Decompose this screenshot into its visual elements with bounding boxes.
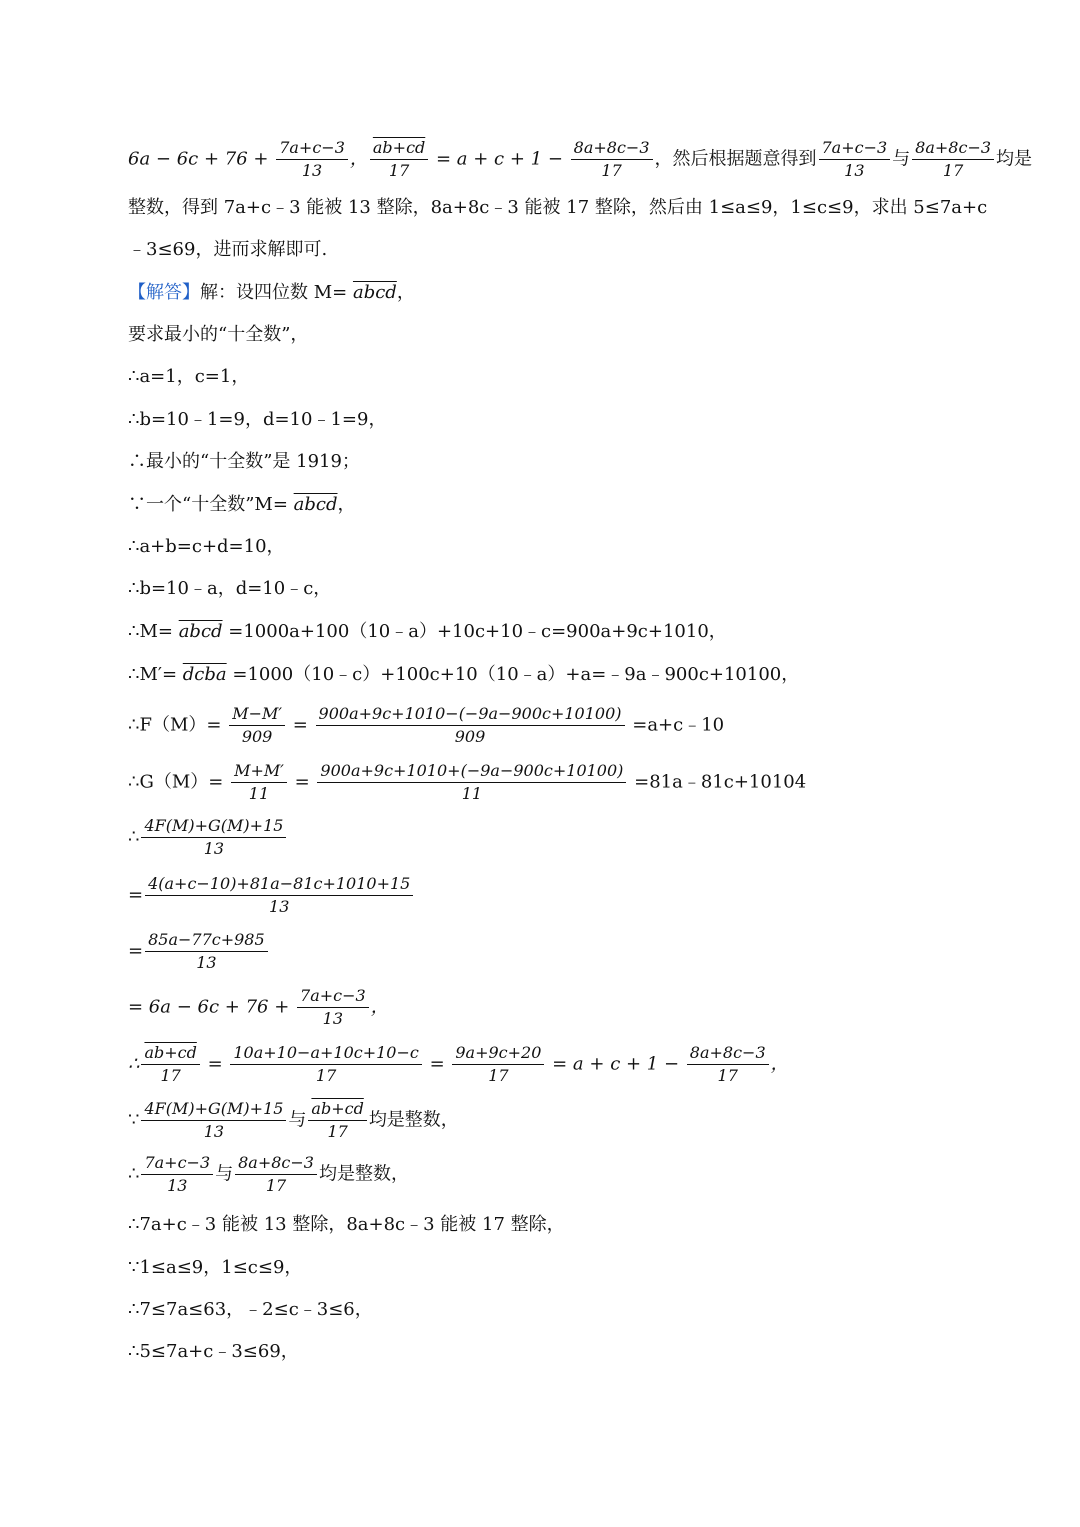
step-20: ∵1≤a≤9，1≤c≤9， — [128, 1257, 303, 1278]
fraction: $\frac{4F(M)+G(M)+15}{13}$ — [141, 1099, 286, 1142]
step-14: = $\frac{85a-77c+985}{13}$ — [128, 930, 270, 973]
fraction: $\frac{9a+9c+20}{17}$ — [452, 1043, 544, 1086]
fraction: $\frac{M+M'}{11}$ — [231, 761, 287, 804]
step-6: ∴a+b=c+d=10， — [128, 536, 285, 557]
step-8: ∴M= abcd =1000a+100（10﹣a）+10c+10﹣c=900a+9c+1010， — [128, 621, 727, 642]
fraction: $\frac{8a+8c-3}{17}$ — [571, 138, 653, 181]
text: 6a − 6c + 76 + — [128, 148, 275, 170]
step-11: ∴G（M）= $\frac{M+M'}{11}$ = $\frac{900a+9c+1010+(-9a-900c+10100)}{11}$ =81a﹣81c+10104 — [128, 761, 807, 803]
fraction: $\frac{900a+9c+1010+(-9a-900c+10100)}{11}$ — [317, 761, 626, 804]
step-15: = 6a − 6c + 76 + $\frac{7a+c-3}{13}$ ， — [128, 986, 389, 1028]
analysis-line-1: 6a − 6c + 76 + $\frac{7a+c-3}{13}$ ， $\frac{ab+cd}{17}$ = a + c + 1 − $\frac{8a+8c-3}{17}$ ，然后根据题意得到 $\frac{7a+c-3}{13}$ 与 $\frac{8a+8c-3}{17}$ 均是 — [128, 138, 1033, 180]
step-16: ∴ $\frac{ab+cd}{17}$ = $\frac{10a+10-a+10c+10-c}{17}$ = $\frac{9a+9c+20}{17}$ = a + c + 1 − $\frac{8a+8c-3}{17}$ ， — [128, 1043, 789, 1085]
fraction: $\frac{ab+cd}{17}$ — [308, 1099, 366, 1142]
step-4: ∴最小的“十全数”是 1919； — [128, 451, 360, 472]
step-13: = $\frac{4(a+c-10)+81a-81c+1010+15}{13}$ — [128, 874, 415, 917]
fraction: $\frac{4(a+c-10)+81a-81c+1010+15}{13}$ — [145, 874, 413, 917]
solution-intro: 【解答】解：设四位数 M= abcd， — [128, 282, 415, 303]
step-5: ∵一个“十全数”M= abcd， — [128, 494, 356, 515]
fraction: $\frac{ab+cd}{17}$ — [370, 138, 428, 181]
fraction: $\frac{7a+c-3}{13}$ — [819, 138, 891, 181]
fraction: $\frac{8a+8c-3}{17}$ — [235, 1153, 317, 1196]
analysis-line-2: 整数，得到 7a+c﹣3 能被 13 整除，8a+8c﹣3 能被 17 整除，然后由 1≤a≤9，1≤c≤9，求出 5≤7a+c — [128, 197, 988, 218]
answer-tag: 【解答】 — [128, 282, 200, 303]
fraction: $\frac{85a-77c+985}{13}$ — [145, 930, 268, 973]
step-7: ∴b=10﹣a，d=10﹣c， — [128, 578, 332, 599]
step-17: ∵ $\frac{4F(M)+G(M)+15}{13}$ 与 $\frac{ab+cd}{17}$ 均是整数， — [128, 1099, 459, 1141]
fraction: $\frac{ab+cd}{17}$ — [141, 1043, 199, 1086]
fraction: $\frac{M-M'}{909}$ — [229, 704, 285, 747]
step-19: ∴7a+c﹣3 能被 13 整除，8a+8c﹣3 能被 17 整除， — [128, 1214, 565, 1235]
fraction: $\frac{7a+c-3}{13}$ — [141, 1153, 213, 1196]
step-1: 要求最小的“十全数”， — [128, 324, 309, 345]
step-3: ∴b=10﹣1=9，d=10﹣1=9， — [128, 409, 387, 430]
step-2: ∴a=1，c=1， — [128, 366, 250, 387]
step-21: ∴7≤7a≤63，﹣2≤c﹣3≤6， — [128, 1299, 373, 1320]
fraction: $\frac{900a+9c+1010-(-9a-900c+10100)}{909}$ — [316, 704, 625, 747]
fraction: $\frac{7a+c-3}{13}$ — [297, 986, 369, 1029]
analysis-line-3: ﹣3≤69，进而求解即可. — [128, 239, 328, 260]
step-10: ∴F（M）= $\frac{M-M'}{909}$ = $\frac{900a+9c+1010-(-9a-900c+10100)}{909}$ =a+c﹣10 — [128, 704, 725, 746]
fraction: $\frac{7a+c-3}{13}$ — [276, 138, 348, 181]
step-12: ∴ $\frac{4F(M)+G(M)+15}{13}$ — [128, 816, 288, 859]
fraction: $\frac{8a+8c-3}{17}$ — [912, 138, 994, 181]
fraction: $\frac{8a+8c-3}{17}$ — [687, 1043, 769, 1086]
step-22: ∴5≤7a+c﹣3≤69， — [128, 1341, 299, 1362]
fraction: $\frac{4F(M)+G(M)+15}{13}$ — [141, 816, 286, 859]
step-18: ∴ $\frac{7a+c-3}{13}$ 与 $\frac{8a+8c-3}{17}$ 均是整数， — [128, 1153, 409, 1195]
step-9: ∴M′= dcba =1000（10﹣c）+100c+10（10﹣a）+a=﹣9a﹣900c+10100， — [128, 664, 800, 685]
fraction: $\frac{10a+10-a+10c+10-c}{17}$ — [230, 1043, 421, 1086]
